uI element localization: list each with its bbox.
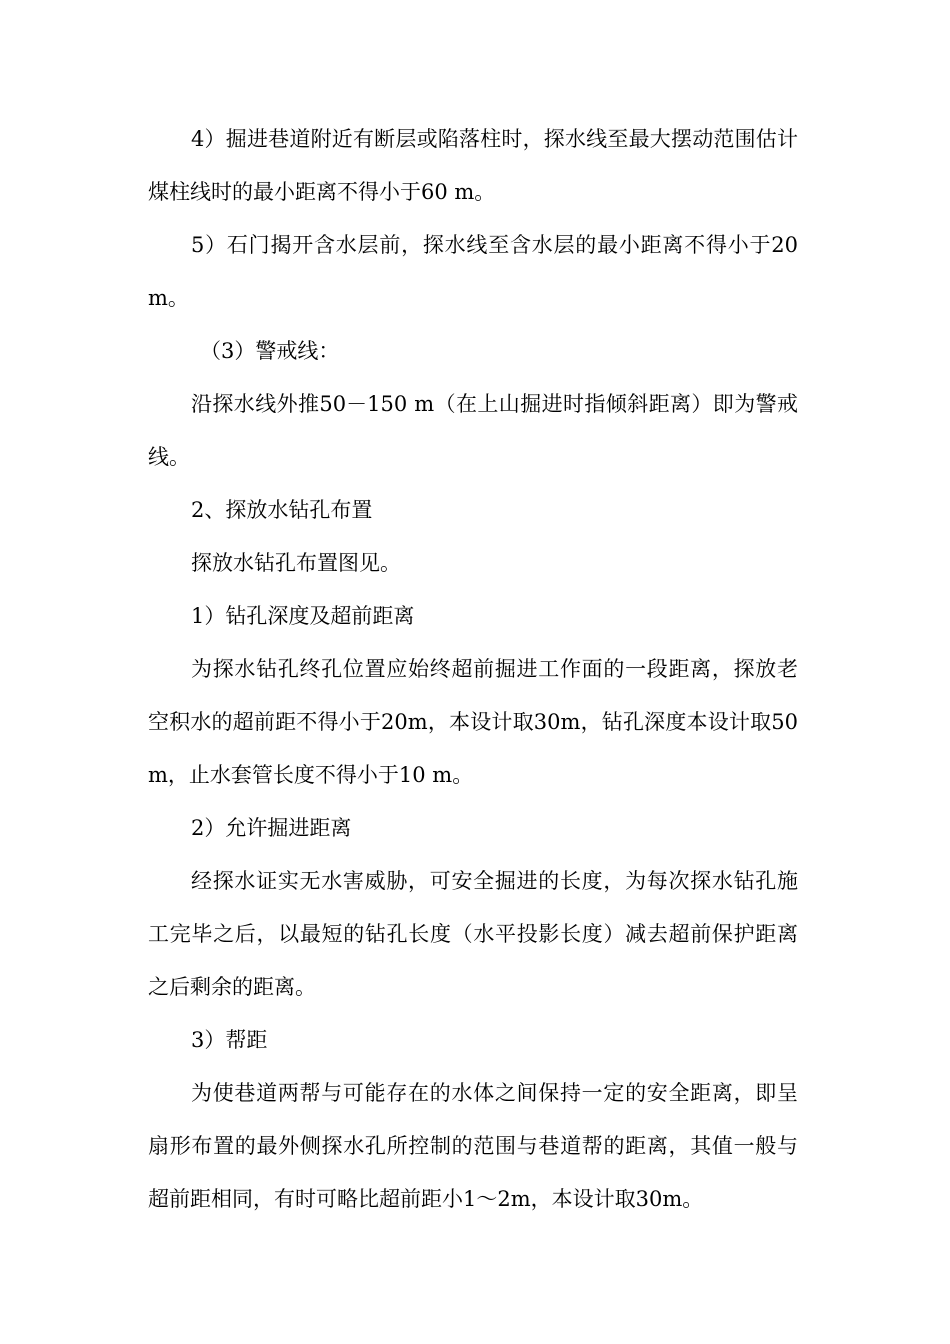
heading-allowed-distance: 2）允许掘进距离 bbox=[191, 816, 352, 840]
paragraph-layout-figure: 探放水钻孔布置图见。 bbox=[191, 551, 401, 575]
heading-borehole-depth: 1）钻孔深度及超前距离 bbox=[191, 604, 415, 628]
paragraph-aquifer-distance: 5）石门揭开含水层前，探水线至含水层的最小距离不得小于20 m。 bbox=[148, 233, 798, 310]
paragraph-side-distance: 为使巷道两帮与可能存在的水体之间保持一定的安全距离，即呈扇形布置的最外侧探水孔所控制的范围与巷道帮的距离，其值一般与超前距相同，有时可略比超前距小1～2m，本设计取30m。 bbox=[148, 1081, 798, 1211]
document-body bbox=[148, 113, 798, 1226]
paragraph-fault-distance: 4）掘进巷道附近有断层或陷落柱时，探水线至最大摆动范围估计煤柱线时的最小距离不得小于60 m。 bbox=[148, 127, 798, 204]
heading-borehole-layout: 2、探放水钻孔布置 bbox=[191, 498, 373, 522]
paragraph-allowed-distance: 经探水证实无水害威胁，可安全掘进的长度，为每次探水钻孔施工完毕之后，以最短的钻孔长度（水平投影长度）减去超前保护距离之后剩余的距离。 bbox=[148, 869, 798, 999]
paragraph-warning-line: 沿探水线外推50－150 m（在上山掘进时指倾斜距离）即为警戒线。 bbox=[148, 392, 798, 469]
heading-warning-line: （3）警戒线： bbox=[200, 339, 340, 363]
heading-side-distance: 3）帮距 bbox=[191, 1028, 268, 1052]
paragraph-borehole-depth: 为探水钻孔终孔位置应始终超前掘进工作面的一段距离，探放老空积水的超前距不得小于20m，本设计取30m，钻孔深度本设计取50m，止水套管长度不得小于10 m。 bbox=[148, 657, 798, 787]
